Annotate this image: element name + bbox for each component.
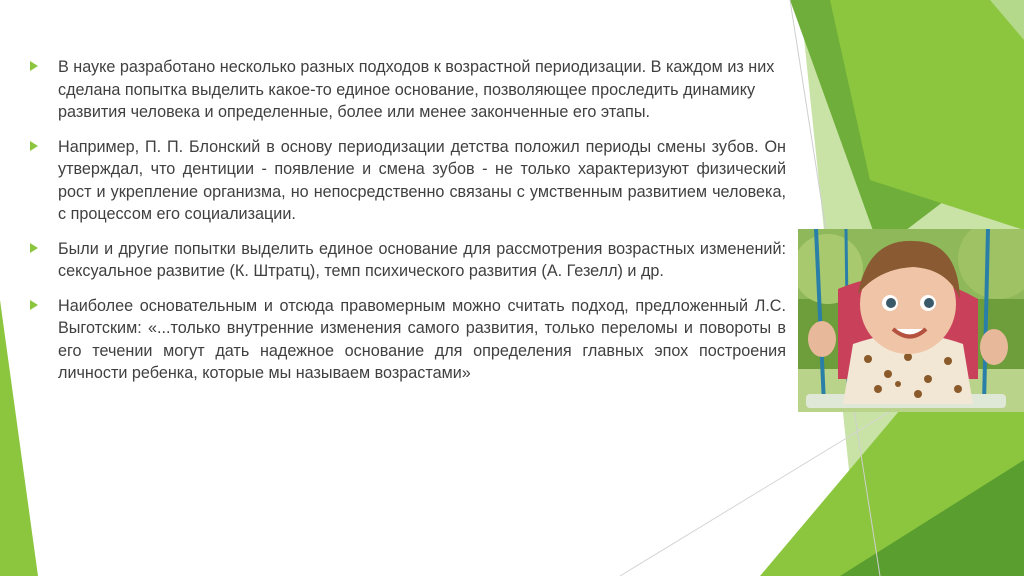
bullet-list (30, 56, 786, 397)
list-item (30, 136, 786, 226)
bullet-text: Например, П. П. Блонский в основу периодизации детства положил периоды смены зубов. Он утверждал, что дентиции - появление и смена зубов - не только характеризуют физический рост и укрепление организма, но непосредственно связаны с умственным развитием человека, с процессом его социализации. (58, 137, 786, 223)
triangle-bullet-icon (30, 300, 38, 310)
bullet-text: В науке разработано несколько разных подходов к возрастной периодизации. В каждом из них сделана попытка выделить какое-то единое основание, позволяющее проследить динамику развития человека и определенные, более или менее законченные его этапы. (58, 58, 775, 121)
bullet-text: Были и другие попытки выделить единое основание для рассмотрения возрастных изменений: сексуальное развитие (К. Штратц), темп психического развития (А. Гезелл) и др. (58, 239, 786, 280)
triangle-bullet-icon (30, 61, 38, 71)
bullet-text: Наиболее основательным и отсюда правомерным можно считать подход, предложенный Л.С. Выготским: «...только внутренние изменения самого развития, только переломы и повороты в его течении могут дать надежное основание для определения главных эпох построения личности ребенка, которые мы называем возрастами» (58, 296, 786, 382)
triangle-bullet-icon (30, 243, 38, 253)
child-on-swing-photo (798, 229, 1024, 412)
list-item (30, 295, 786, 385)
list-item (30, 56, 786, 124)
list-item (30, 238, 786, 283)
triangle-bullet-icon (30, 141, 38, 151)
